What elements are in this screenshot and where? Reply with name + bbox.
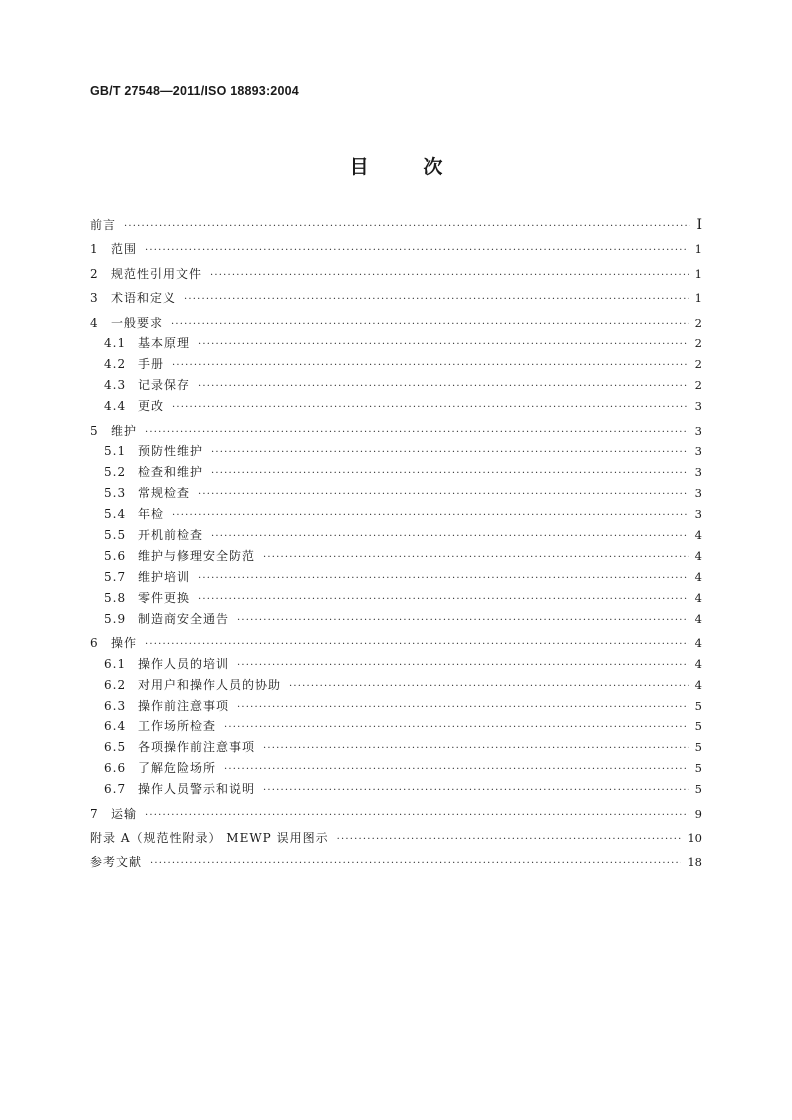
toc-leader-dots xyxy=(198,569,689,590)
toc-entry-number: 6.3 xyxy=(104,698,127,713)
toc-entry-label: 零件更换 xyxy=(138,590,191,605)
toc-leader-dots xyxy=(263,548,689,569)
toc-entry-page: 4 xyxy=(694,527,702,542)
toc-entry-number: 5 xyxy=(90,423,98,438)
toc-entry-page: 2 xyxy=(694,336,702,351)
toc-entry[interactable] xyxy=(90,421,702,442)
toc-entry-label: 制造商安全通告 xyxy=(138,611,230,626)
toc-leader-dots xyxy=(237,698,689,719)
toc-leader-dots xyxy=(237,611,689,632)
toc-leader-dots xyxy=(224,760,689,781)
toc-entry-label: 手册 xyxy=(138,357,165,372)
toc-entry-page: 4 xyxy=(694,635,702,650)
toc-entry-page: 1 xyxy=(694,291,702,306)
toc-entry-page: 5 xyxy=(694,698,702,713)
page-title xyxy=(0,152,792,179)
toc-entry-number: 5.5 xyxy=(104,527,127,542)
toc-entry-page: 18 xyxy=(687,855,702,870)
toc-entry-number: 6.1 xyxy=(104,656,127,671)
toc-entry-page: 2 xyxy=(694,315,702,330)
toc-entry-page: 3 xyxy=(694,507,702,522)
toc-leader-dots xyxy=(198,590,689,611)
toc-entry-number: 5.2 xyxy=(104,465,127,480)
toc-entry-page: 4 xyxy=(694,611,702,626)
toc-entry-label: 术语和定义 xyxy=(111,291,177,306)
toc-entry[interactable] xyxy=(90,804,702,825)
toc-entry-page: 10 xyxy=(687,830,702,845)
toc-entry-label: 记录保存 xyxy=(138,378,191,393)
toc-entry[interactable] xyxy=(90,313,702,334)
toc-entry-number: 5.8 xyxy=(104,590,127,605)
toc-entry[interactable] xyxy=(90,716,702,737)
toc-entry[interactable] xyxy=(90,828,702,849)
toc-leader-dots xyxy=(263,781,689,802)
toc-entry[interactable] xyxy=(90,852,702,873)
toc-entry-label: 范围 xyxy=(111,242,138,257)
toc-entry-number: 6.5 xyxy=(104,740,127,755)
toc-entry-number: 6.2 xyxy=(104,677,127,692)
toc-entry-label: 规范性引用文件 xyxy=(111,266,203,281)
toc-entry-label: 维护与修理安全防范 xyxy=(138,548,256,563)
toc-entry-label: 前言 xyxy=(90,218,117,232)
toc-leader-dots xyxy=(172,398,689,419)
toc-leader-dots xyxy=(289,677,689,698)
toc-entry-label: 附录 A（规范性附录） MEWP 误用图示 xyxy=(90,830,329,845)
toc-entry-page: 3 xyxy=(694,399,702,414)
toc-entry[interactable] xyxy=(90,546,702,567)
toc-entry-page: 5 xyxy=(694,740,702,755)
toc-leader-dots xyxy=(337,830,682,851)
toc-entry-number: 4.3 xyxy=(104,378,127,393)
title-char-1: 目 xyxy=(349,156,369,178)
toc-entry-number: 5.7 xyxy=(104,569,127,584)
toc-entry-label: 对用户和操作人员的协助 xyxy=(138,677,282,692)
toc-entry-number: 5.6 xyxy=(104,548,127,563)
toc-entry-number: 6.7 xyxy=(104,782,127,797)
toc-entry[interactable] xyxy=(90,675,702,696)
toc-entry-label: 开机前检查 xyxy=(138,527,204,542)
toc-entry-page: 2 xyxy=(694,378,702,393)
toc-entry[interactable] xyxy=(90,525,702,546)
toc-entry[interactable] xyxy=(90,654,702,675)
toc-entry-number: 6 xyxy=(90,635,98,650)
toc-entry-page: 4 xyxy=(694,656,702,671)
toc-leader-dots xyxy=(172,506,689,527)
toc-entry-number: 6.4 xyxy=(104,719,127,734)
title-char-2: 次 xyxy=(423,156,443,178)
toc-entry-label: 操作人员警示和说明 xyxy=(138,782,256,797)
toc-entry-page: 4 xyxy=(694,548,702,563)
toc-entry[interactable] xyxy=(90,264,702,285)
toc-leader-dots xyxy=(184,290,689,311)
toc-entry-number: 4.1 xyxy=(104,336,127,351)
toc-entry[interactable] xyxy=(90,504,702,525)
toc-entry[interactable] xyxy=(90,462,702,483)
toc-leader-dots xyxy=(172,356,689,377)
toc-entry-page: 3 xyxy=(694,423,702,438)
toc-entry[interactable] xyxy=(90,588,702,609)
toc-entry[interactable] xyxy=(90,567,702,588)
toc-entry-number: 5.3 xyxy=(104,486,127,501)
toc-entry-page: 4 xyxy=(694,569,702,584)
toc-entry[interactable] xyxy=(90,609,702,630)
toc-leader-dots xyxy=(145,635,689,656)
toc-entry[interactable] xyxy=(90,354,702,375)
toc-leader-dots xyxy=(211,464,689,485)
toc-leader-dots xyxy=(150,854,681,875)
toc-entry[interactable] xyxy=(90,215,702,236)
table-of-contents xyxy=(90,215,702,873)
toc-entry[interactable] xyxy=(90,696,702,717)
toc-entry[interactable] xyxy=(90,633,702,654)
toc-leader-dots xyxy=(211,527,689,548)
toc-entry-label: 参考文献 xyxy=(90,855,143,870)
toc-entry-label: 常规检查 xyxy=(138,486,191,501)
toc-entry-label: 检查和维护 xyxy=(138,465,204,480)
toc-entry-label: 了解危险场所 xyxy=(138,761,217,776)
toc-entry-label: 更改 xyxy=(138,399,165,414)
toc-entry-number: 6.6 xyxy=(104,761,127,776)
toc-entry[interactable] xyxy=(90,779,702,800)
toc-entry[interactable] xyxy=(90,239,702,260)
toc-leader-dots xyxy=(171,315,689,336)
toc-entry-label: 预防性维护 xyxy=(138,444,204,459)
toc-entry-page: 5 xyxy=(694,782,702,797)
toc-entry-label: 年检 xyxy=(138,507,165,522)
toc-leader-dots xyxy=(237,656,689,677)
toc-entry-label: 一般要求 xyxy=(111,315,164,330)
toc-entry[interactable] xyxy=(90,333,702,354)
toc-leader-dots xyxy=(198,485,689,506)
toc-entry[interactable] xyxy=(90,483,702,504)
toc-entry[interactable] xyxy=(90,288,702,309)
toc-entry-number: 5.1 xyxy=(104,444,127,459)
toc-entry[interactable] xyxy=(90,396,702,417)
toc-entry[interactable] xyxy=(90,375,702,396)
toc-leader-dots xyxy=(124,217,690,238)
toc-entry-number: 2 xyxy=(90,266,98,281)
toc-entry-label: 运输 xyxy=(111,806,138,821)
toc-leader-dots xyxy=(145,806,689,827)
toc-entry-page: 4 xyxy=(694,677,702,692)
toc-entry-number: 4.4 xyxy=(104,399,127,414)
toc-entry-number: 5.9 xyxy=(104,611,127,626)
toc-entry-page: 9 xyxy=(694,806,702,821)
toc-entry-page: 5 xyxy=(694,761,702,776)
toc-entry-label: 维护 xyxy=(111,423,138,438)
toc-entry-number: 7 xyxy=(90,806,98,821)
toc-leader-dots xyxy=(145,241,689,262)
toc-entry-number: 5.4 xyxy=(104,507,127,522)
toc-entry-number: 1 xyxy=(90,242,98,257)
toc-entry-page: 3 xyxy=(694,486,702,501)
toc-entry-page: 5 xyxy=(694,719,702,734)
toc-leader-dots xyxy=(198,377,689,398)
toc-entry-label: 操作人员的培训 xyxy=(138,656,230,671)
toc-entry-page: I xyxy=(696,217,702,233)
toc-entry-page: 1 xyxy=(694,242,702,257)
toc-entry-label: 维护培训 xyxy=(138,569,191,584)
toc-entry-page: 3 xyxy=(694,444,702,459)
toc-entry-page: 3 xyxy=(694,465,702,480)
toc-entry-number: 4 xyxy=(90,315,98,330)
toc-entry-page: 2 xyxy=(694,357,702,372)
toc-leader-dots xyxy=(224,718,689,739)
toc-leader-dots xyxy=(263,739,689,760)
standard-code: GB/T 27548—2011/ISO 18893:2004 xyxy=(90,84,299,98)
toc-leader-dots xyxy=(211,443,689,464)
toc-entry-page: 1 xyxy=(694,266,702,281)
toc-leader-dots xyxy=(198,335,689,356)
toc-entry-label: 基本原理 xyxy=(138,336,191,351)
toc-entry-label: 操作 xyxy=(111,635,138,650)
toc-entry-label: 操作前注意事项 xyxy=(138,698,230,713)
toc-entry[interactable] xyxy=(90,441,702,462)
toc-entry-page: 4 xyxy=(694,590,702,605)
toc-entry[interactable] xyxy=(90,737,702,758)
toc-entry[interactable] xyxy=(90,758,702,779)
toc-entry-number: 3 xyxy=(90,291,98,306)
toc-entry-label: 工作场所检查 xyxy=(138,719,217,734)
toc-leader-dots xyxy=(210,266,689,287)
toc-leader-dots xyxy=(145,423,689,444)
toc-entry-number: 4.2 xyxy=(104,357,127,372)
toc-entry-label: 各项操作前注意事项 xyxy=(138,740,256,755)
